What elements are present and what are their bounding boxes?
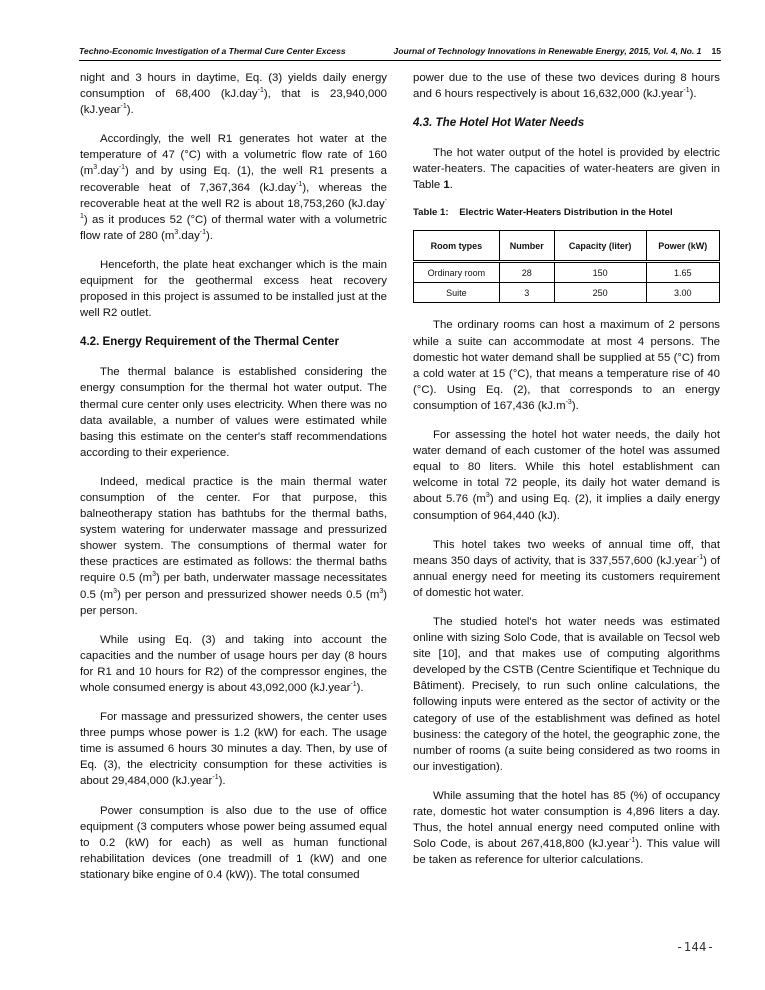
paragraph: For assessing the hotel hot water needs, the daily hot water demand of each customer of the hotel was assumed equal to 80 liters. While this hotel establishment can welcome in total 72 people, its daily hot water demand is about 5.76 $(m^3)$ and using Eq. (2), it implies a daily energy consumption of 964,440 (kJ).: [413, 429, 720, 522]
left-column: [80, 70, 387, 896]
running-header: [79, 44, 721, 58]
paragraph: power due to the use of these two devices during 8 hours and 6 hours respectively is about 16,632,000 (kJ.year$^{-1}$).: [413, 72, 720, 101]
paragraph: This hotel takes two weeks of annual time off, that means 350 days of activity, that is 337,557,600 (kJ.year$^{-1}$) of annual energy need for meeting its customers requirement of domestic hot water.: [413, 538, 720, 599]
table-cell: 28: [499, 262, 554, 283]
journal-info: [393, 46, 721, 56]
running-title: Techno-Economic Investigation of a Thermal Cure Center Excess: [79, 46, 346, 56]
table-cell: Suite: [414, 283, 500, 303]
table-cell: 3: [499, 283, 554, 303]
paragraph: For massage and pressurized showers, the center uses three pumps whose power is 1.2 (kW) for each. The usage time is assumed 6 hours 30 minutes a day. Then, by use of Eq. (3), the electricity consumption for these activities is about 29,484,000 (kJ.year$^{-1}$).: [80, 711, 387, 788]
paragraph: Indeed, medical practice is the main thermal water consumption of the center. For that purpose, this balneotherapy station has bathtubs for the thermal baths, system watering for underwater massage and pressurized shower system. The consumptions of thermal water for these practices are estimated as follows: the thermal baths require 0.5 $(m^3)$ per bath, underwater massage necessitates 0.5 $(m^3)$ per person and pressurized shower needs 0.5 $(m^3)$ per person.: [80, 475, 388, 617]
column-header: Number: [499, 231, 554, 262]
table-cell: 1.65: [646, 262, 719, 283]
page-marker: -144-: [676, 940, 715, 954]
table-caption: [413, 206, 720, 220]
paragraph: Accordingly, the well R1 generates hot water at the temperature of 47 (°C) with a volumetric flow rate of 160 $(m^3.day^{-1})$ and by using Eq. (1), the well R1 presents a recoverable heat of 7,367,364 (kJ.day$^{-1}$), whereas the recoverable heat at the well R2 is about 18,753,260 (kJ.day$^{-1}$) as it produces 52 (°C) of thermal water with a volumetric flow rate of 280 $(m^3.day^{-1})$.: [80, 133, 387, 242]
journal-citation: Journal of Technology Innovations in Renewable Energy, 2015, Vol. 4, No. 1: [393, 46, 702, 56]
section-heading: 4.3. The Hotel Hot Water Needs: [413, 116, 585, 130]
paragraph: The thermal balance is established considering the energy consumption for the thermal hot water output. The thermal cure center only uses electricity. When there was no data available, a number of values were estimated while basing this estimate on the center's staff recommendations according to their experience.: [80, 366, 387, 459]
table-row: [414, 283, 720, 303]
table-cell: Ordinary room: [414, 262, 500, 283]
right-column: [413, 70, 720, 881]
paragraph: The studied hotel's hot water needs was estimated online with sizing Solo Code, that is available on Tecsol web site [10], and that makes use of computing algorithms developed by the CSTB (Centre Scientifique et Technique du Bâtiment). Precisely, to run such online calculations, the following inputs were entered as the sector of activity or the category of use of the establishment was defined as hotel business: the category of the hotel, the geographic zone, the number of rooms (a suite being considered as two rooms in our investigation).: [413, 615, 720, 773]
paragraph: While assuming that the hotel has 85 (%) of occupancy rate, domestic hot water consumption is 4,896 liters a day. Thus, the hotel annual energy need computed online with Solo Code, is about 267,418,800 (kJ.year$^{-1}$). This value will be taken as reference for ulterior calculations.: [413, 789, 720, 867]
table-caption-title: Electric Water-Heaters Distribution in the Hotel: [459, 207, 673, 219]
paragraph: Henceforth, the plate heat exchanger which is the main equipment for the geothermal excess heat recovery proposed in this project is assumed to be installed just at the well R2 outlet.: [80, 258, 387, 320]
paragraph: Power consumption is also due to the use of office equipment (3 computers whose power being assumed equal to 0.2 (kW) for each) as well as human functional rehabilitation devices (one treadmill of 1 (kW) and one stationary bike engine of 0.4 (kW)). The total consumed: [80, 804, 387, 881]
table-caption-label: Table 1:: [413, 207, 449, 219]
page-number: 15: [711, 46, 721, 56]
column-header: Power (kW): [646, 231, 719, 262]
paragraph: The hot water output of the hotel is provided by electric water-heaters. The capacities of water-heaters are given in Table 1.: [413, 147, 720, 192]
paragraph: The ordinary rooms can host a maximum of 2 persons while a suite can accommodate at most 4 persons. The domestic hot water demand shall be supplied at 55 (°C) from a cold water at 15 (°C), that means a temperature rise of 40 (°C). Using Eq. (2), that corresponds to an energy consumption of 167,436 $(kJ.m^{-3})$.: [413, 319, 720, 412]
column-header: Room types: [414, 231, 500, 262]
table-header-row: [414, 231, 720, 262]
table-cell: 150: [554, 262, 646, 283]
table-cell: 250: [554, 283, 646, 303]
table-cell: 3.00: [646, 283, 719, 303]
section-heading: 4.2. Energy Requirement of the Thermal Center: [80, 335, 339, 349]
paragraph: night and 3 hours in daytime, Eq. (3) yields daily energy consumption of 68,400 (kJ.day$^{-1}$), that is 23,940,000 (kJ.year$^{-1}$).: [80, 72, 387, 117]
paragraph: While using Eq. (3) and taking into account the capacities and the number of usage hours per day (8 hours for R1 and 10 hours for R2) of the compressor engines, the whole consumed energy is about 43,092,000 (kJ.year$^{-1}$).: [80, 633, 387, 694]
header-rule: [79, 60, 721, 61]
table-row: [414, 262, 720, 283]
water-heaters-table: [413, 230, 720, 303]
column-header: Capacity (liter): [554, 231, 646, 262]
table-reference[interactable]: 1: [443, 179, 450, 192]
